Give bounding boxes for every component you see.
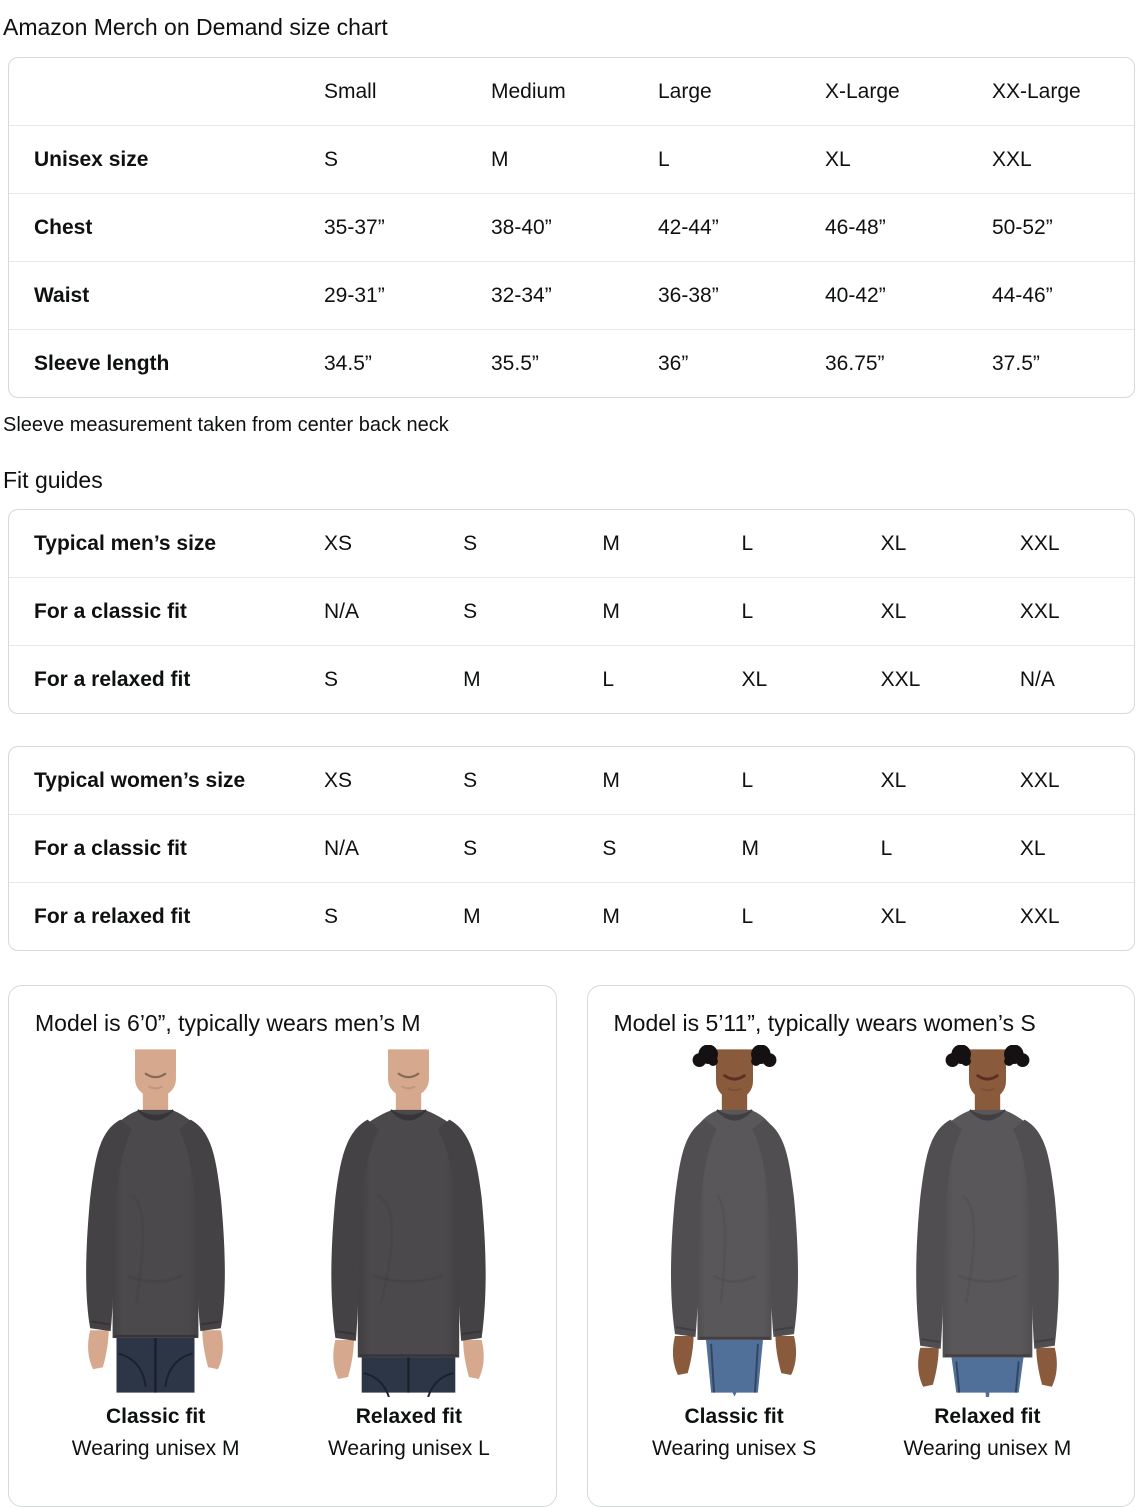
row-label: For a classic fit [34,836,187,860]
table-row [9,193,1134,261]
wearing-caption: Wearing unisex S [652,1437,817,1460]
sleeve-measurement-note: Sleeve measurement taken from center back neck [3,414,449,436]
row-label: Chest [34,215,93,239]
size-value: 42-44” [658,215,719,239]
table-row [9,577,1134,645]
size-value: XXL [880,667,921,691]
relaxed-fit-figure [294,1045,524,1461]
size-value: S [324,904,339,928]
figure-row [608,1045,1115,1461]
size-value: XXL [1019,599,1060,623]
size-value: M [602,599,620,623]
figure-row [29,1045,536,1461]
row-label: Typical men’s size [34,531,217,555]
table-row [9,329,1134,397]
size-value: 36-38” [658,283,719,307]
size-value: 35.5” [491,351,539,375]
size-value: XS [324,531,353,555]
mens-model-card [8,985,557,1507]
column-header: Small [324,79,377,103]
size-value: S [463,599,478,623]
size-value: XL [880,599,907,623]
womens-fit-guide-table [8,746,1135,951]
size-value: L [741,768,754,792]
row-label: For a classic fit [34,599,187,623]
size-value: XL [880,531,907,555]
size-value: S [463,836,478,860]
size-value: XL [880,904,907,928]
size-value: L [658,147,670,171]
fit-guides-heading: Fit guides [3,467,103,493]
size-value: S [463,768,478,792]
classic-fit-figure [41,1045,271,1461]
size-value: XXL [1019,904,1060,928]
table-row [9,882,1134,950]
row-label: Unisex size [34,147,149,171]
table-row [9,125,1134,193]
relaxed-fit-figure [872,1045,1102,1461]
classic-fit-figure [619,1045,849,1461]
size-value: S [602,836,617,860]
size-value: XS [324,768,353,792]
size-value: L [602,667,615,691]
size-value: S [324,147,339,171]
wearing-caption: Wearing unisex L [327,1437,490,1460]
table-row [9,747,1134,814]
size-value: L [741,531,754,555]
size-value: 37.5” [992,351,1040,375]
size-value: M [463,667,481,691]
column-header: XX-Large [992,79,1081,103]
size-value: M [741,836,759,860]
size-value: 44-46” [992,283,1053,307]
size-value: L [880,836,893,860]
size-value: N/A [324,836,360,860]
fit-caption: Classic fit [684,1405,784,1428]
size-value: S [463,531,478,555]
size-chart-table [8,57,1135,398]
table-row [9,261,1134,329]
size-value: 36” [658,351,689,375]
row-label: Waist [34,283,90,307]
womens-model-card [587,985,1136,1507]
size-value: 46-48” [825,215,886,239]
size-value: 40-42” [825,283,886,307]
column-header: X-Large [825,79,900,103]
model-cards [8,985,1135,1507]
size-value: 29-31” [324,283,385,307]
model-card-title: Model is 5’11”, typically wears women’s S [613,1010,1036,1036]
row-label: Typical women’s size [34,768,246,792]
size-value: XL [880,768,907,792]
size-value: XL [1019,836,1046,860]
row-label: Sleeve length [34,351,170,375]
fit-caption: Relaxed fit [934,1405,1041,1428]
size-value: 35-37” [324,215,385,239]
size-value: M [602,768,620,792]
size-value: N/A [324,599,360,623]
model-photo [58,1045,253,1397]
size-value: L [741,904,754,928]
size-value: N/A [1019,667,1055,691]
table-header-row [9,58,1134,125]
fit-caption: Relaxed fit [355,1405,462,1428]
size-value: 34.5” [324,351,372,375]
row-label: For a relaxed fit [34,904,191,928]
page-title: Amazon Merch on Demand size chart [3,14,388,40]
size-value: M [602,904,620,928]
size-value: 38-40” [491,215,552,239]
row-label: For a relaxed fit [34,667,191,691]
column-header: Medium [491,79,566,103]
size-value: M [491,147,509,171]
wearing-caption: Wearing unisex M [903,1437,1072,1460]
size-value: XXL [1019,768,1060,792]
size-value: 50-52” [992,215,1053,239]
model-card-title: Model is 6’0”, typically wears men’s M [35,1010,421,1036]
size-value: S [324,667,339,691]
size-value: XL [741,667,768,691]
size-value: M [602,531,620,555]
size-value: 32-34” [491,283,552,307]
table-row [9,814,1134,882]
size-value: XL [825,147,851,171]
wearing-caption: Wearing unisex M [71,1437,240,1460]
size-value: XXL [1019,531,1060,555]
table-row [9,645,1134,713]
model-photo [890,1045,1085,1397]
model-photo [311,1045,506,1397]
size-value: M [463,904,481,928]
table-row [9,510,1134,577]
mens-fit-guide-table [8,509,1135,714]
model-photo [637,1045,832,1397]
size-value: 36.75” [825,351,885,375]
fit-caption: Classic fit [106,1405,206,1428]
size-value: XXL [992,147,1032,171]
size-value: L [741,599,754,623]
column-header: Large [658,79,712,103]
